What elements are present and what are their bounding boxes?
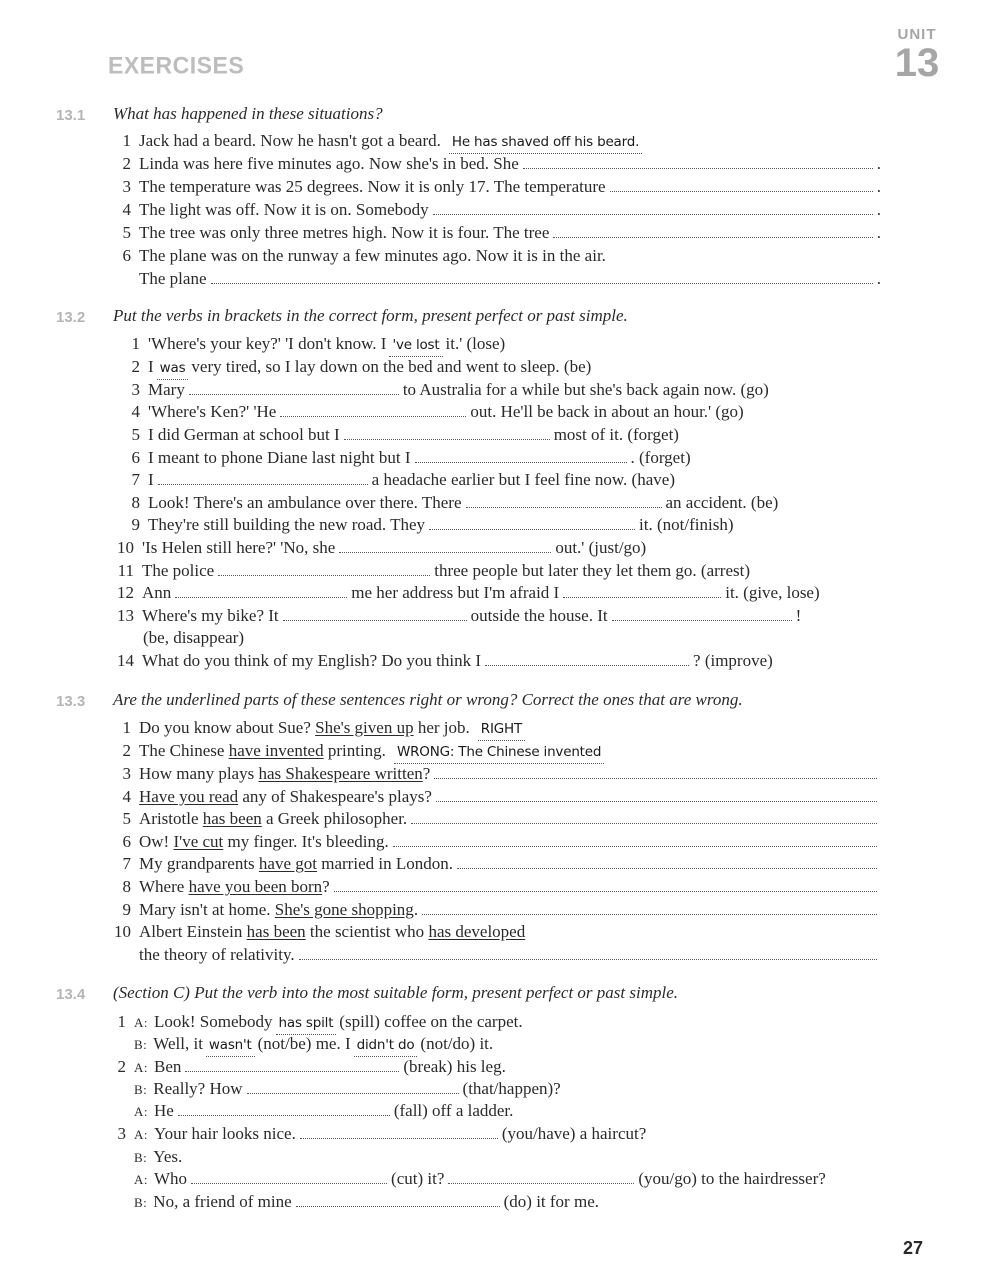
item-text: (be, disappear) [143,628,245,647]
item-text: ? (improve) [693,651,773,670]
exercise-item [115,876,881,898]
item-number: 4 [131,402,140,421]
answer-blank[interactable] [415,448,627,463]
item-text: 'Where's your key?' 'I don't know. I [148,334,387,353]
item-text: married in London. [321,854,453,873]
exercise-item [115,130,645,154]
item-text: I meant to phone Diane last night but I [148,448,411,467]
item-text: I did German at school but I [148,425,340,444]
answer-blank[interactable] [523,154,873,169]
item-text: it.' (lose) [445,334,506,353]
item-text: outside the house. It [470,606,608,625]
speaker-label: B: [134,1150,148,1165]
exercise-item [115,740,607,764]
answer-blank[interactable] [411,809,877,824]
exercise-number: 13.3 [56,693,86,710]
item-text: ? [322,877,330,896]
answer-text: WRONG: The Chinese invented [394,741,604,764]
answer-blank[interactable] [300,1124,498,1139]
speaker-label: A: [134,1172,148,1187]
exercise-item [115,853,881,875]
item-text: 'Where's Ken?' 'He [148,402,277,421]
exercise-instruction: Put the verbs in brackets in the correct form, present perfect or past simple. [113,306,628,325]
exercise-number: 13.2 [56,309,86,326]
dialogue-line [110,1056,506,1079]
answer-blank[interactable] [393,832,877,847]
item-text: Ow! [139,832,170,851]
item-text: Aristotle [139,809,199,828]
item-number: 4 [122,200,131,219]
answer-blank[interactable] [334,877,877,892]
item-number: 5 [122,809,131,828]
dialogue-line [134,1146,182,1169]
answer-blank[interactable] [433,200,873,215]
line-text: Look! Somebody [154,1012,273,1031]
speaker-label: A: [134,1104,148,1119]
item-number: 10 [117,538,134,557]
item-number: 5 [131,425,140,444]
exercise-item [115,222,881,244]
answer-text: He has shaved off his beard. [449,131,642,154]
answer-blank[interactable] [283,606,467,621]
exercise-item-continued [139,944,881,966]
item-end: . [876,223,881,242]
item-end: . [876,177,881,196]
line-text: (you/go) to the hairdresser? [638,1169,826,1188]
speaker-label: B: [134,1195,148,1210]
exercise-instruction: Are the underlined parts of these sentences right or wrong? Correct the ones that are wrong. [113,690,743,709]
exercise-item [115,831,881,853]
answer-text: RIGHT [478,718,525,741]
exercise-number: 13.4 [56,986,86,1003]
dialogue-line [110,1011,523,1035]
speaker-label: A: [134,1060,148,1075]
item-text: Mary [148,380,185,399]
item-text: The plane was on the runway a few minutes ago. Now it is in the air. [139,246,606,265]
underlined-phrase: She's gone shopping [274,900,414,919]
item-text: The police [142,561,215,580]
underlined-phrase: have invented [228,741,324,760]
line-text: He [154,1101,174,1120]
page-title: EXERCISES [108,51,245,79]
exercise-item-continued [143,627,244,649]
line-text: Ben [154,1057,182,1076]
exercise-item [118,447,691,469]
item-text: The tree was only three metres high. Now it is four. The tree [139,223,550,242]
item-text: my finger. It's bleeding. [227,832,389,851]
underlined-phrase: have got [258,854,317,873]
item-number: 6 [122,832,131,851]
item-text: me her address but I'm afraid I [351,583,560,602]
item-text: it. (give, lose) [725,583,820,602]
exercise-item [115,808,881,830]
item-number: 3 [122,764,131,783]
item-text: Ann [142,583,172,602]
exercise-item [109,921,525,943]
item-text: a headache earlier but I feel fine now. (have) [371,470,675,489]
answer-blank[interactable] [191,1169,387,1184]
answer-text: has spilt [276,1012,337,1035]
exercise-item [118,469,675,491]
answer-blank[interactable] [296,1192,500,1207]
exercise-item [118,333,505,357]
item-text: I [148,357,154,376]
item-number: 6 [131,448,140,467]
item-text: 'Is Helen still here?' 'No, she [142,538,336,557]
item-text: Do you know about Sue? [139,718,311,737]
page-number: 27 [903,1238,924,1258]
answer-blank[interactable] [553,223,872,238]
exercise-item [115,153,881,175]
item-end: . [876,154,881,173]
exercise-item [118,424,679,446]
item-text: Where's my bike? It [142,606,279,625]
exercise-item [115,786,881,808]
item-text: ? [422,764,431,783]
exercise-number: 13.1 [56,107,86,124]
speaker-label: A: [134,1015,148,1030]
exercise-item [112,605,801,627]
item-number: 3 [117,1124,126,1143]
item-text: . [413,900,419,919]
speaker-label: B: [134,1037,148,1052]
dialogue-line [134,1100,513,1123]
item-text: Mary isn't at home. [139,900,271,919]
item-number: 1 [122,131,131,150]
item-number: 13 [117,606,134,625]
item-text: the scientist who [309,922,425,941]
underlined-phrase: She's given up [315,718,414,737]
answer-text: 've lost [389,334,442,357]
item-text: a Greek philosopher. [266,809,408,828]
speaker-label: B: [134,1082,148,1097]
item-text: Where [139,877,185,896]
line-text: (cut) it? [391,1169,445,1188]
dialogue-line [134,1078,561,1101]
item-text: The Chinese [139,741,225,760]
line-text: (do) it for me. [503,1192,599,1211]
item-text: The plane [139,269,207,288]
exercise-item [118,356,591,380]
answer-blank[interactable] [339,538,551,553]
speaker-label: A: [134,1127,148,1142]
item-text: printing. [327,741,386,760]
answer-blank[interactable] [344,425,550,440]
item-text: Look! There's an ambulance over there. There [148,493,462,512]
unit-label: UNIT [897,26,937,43]
answer-blank[interactable] [185,1057,399,1072]
underlined-phrase: has been [202,809,262,828]
line-text: (spill) coffee on the carpet. [339,1012,523,1031]
item-text: out. He'll be back in about an hour.' (go) [470,402,744,421]
exercise-item [112,537,646,559]
item-number: 6 [122,246,131,265]
dialogue-line [134,1191,599,1214]
item-text: her job. [417,718,470,737]
item-text: Jack had a beard. Now he hasn't got a beard. [139,131,441,150]
line-text: Really? How [153,1079,243,1098]
answer-blank[interactable] [218,561,430,576]
line-text: (that/happen)? [462,1079,561,1098]
item-number: 12 [117,583,134,602]
exercise-instruction: What has happened in these situations? [113,104,383,123]
item-number: 5 [122,223,131,242]
item-number: 8 [122,877,131,896]
underlined-phrase: I've cut [173,832,224,851]
item-number: 7 [122,854,131,873]
underlined-phrase: has Shakespeare written [258,764,423,783]
exercise-instruction: (Section C) Put the verb into the most suitable form, present perfect or past simple. [113,983,679,1002]
answer-blank[interactable] [211,269,873,284]
item-text: What do you think of my English? Do you think I [142,651,482,670]
item-number: 2 [122,741,131,760]
answer-blank[interactable] [429,515,635,530]
item-number: 2 [122,154,131,173]
underlined-phrase: has been [246,922,306,941]
item-text: . (forget) [630,448,691,467]
answer-blank[interactable] [299,945,877,960]
item-text: out.' (just/go) [555,538,647,557]
line-text: (not/do) it. [420,1034,494,1053]
underlined-phrase: Have you read [139,787,239,806]
exercise-item [115,245,606,267]
dialogue-line [134,1033,493,1057]
item-number: 14 [117,651,134,670]
exercise-item [118,492,778,514]
exercise-item [118,514,734,536]
exercise-item [112,560,750,582]
item-text: very tired, so I lay down on the bed and went to sleep. (be) [191,357,592,376]
exercise-item [115,717,528,741]
answer-text: was [157,357,189,380]
item-number: 2 [131,357,140,376]
dialogue-line [110,1123,646,1146]
exercise-item-continued [139,268,881,290]
item-text: three people but later they let them go. (arrest) [434,561,751,580]
item-text: an accident. (be) [665,493,779,512]
exercise-item [118,379,769,401]
answer-blank[interactable] [612,606,792,621]
line-text: No, a friend of mine [153,1192,292,1211]
answer-blank[interactable] [247,1079,459,1094]
answer-blank[interactable] [175,583,347,598]
answer-blank[interactable] [485,651,689,666]
line-text: Yes. [153,1147,183,1166]
exercise-item [115,763,881,785]
item-number: 8 [131,493,140,512]
exercise-item [115,199,881,221]
item-number: 7 [131,470,140,489]
item-number: 3 [122,177,131,196]
underlined-phrase: has developed [428,922,526,941]
item-text: The temperature was 25 degrees. Now it is only 17. The temperature [139,177,606,196]
item-number: 11 [117,561,134,580]
line-text: (fall) off a ladder. [393,1101,514,1120]
item-text: it. (not/finish) [639,515,734,534]
answer-blank[interactable] [280,402,466,417]
answer-blank[interactable] [610,177,873,192]
line-text: (not/be) me. I [257,1034,351,1053]
item-end: . [876,200,881,219]
item-text: most of it. (forget) [553,425,679,444]
item-text: I [148,470,154,489]
item-number: 1 [131,334,140,353]
item-number: 1 [122,718,131,737]
exercise-item [118,401,744,423]
item-number: 3 [131,380,140,399]
item-text: Albert Einstein [139,922,243,941]
answer-blank[interactable] [434,764,877,779]
item-end: . [876,269,881,288]
answer-blank[interactable] [563,583,721,598]
item-text: My grandparents [139,854,255,873]
exercise-item [112,650,773,672]
answer-blank[interactable] [436,787,877,802]
item-number: 9 [122,900,131,919]
item-number: 10 [114,922,131,941]
item-text: to Australia for a while but she's back again now. (go) [402,380,769,399]
item-text: ! [795,606,802,625]
item-text: How many plays [139,764,255,783]
answer-text: wasn't [206,1034,255,1057]
exercise-item [115,899,881,921]
answer-text: didn't do [354,1034,418,1057]
item-number: 9 [131,515,140,534]
answer-blank[interactable] [158,470,368,485]
item-number: 2 [117,1057,126,1076]
answer-blank[interactable] [422,900,877,915]
line-text: Your hair looks nice. [154,1124,296,1143]
item-number: 1 [117,1012,126,1031]
answer-blank[interactable] [178,1101,390,1116]
unit-number: 13 [894,41,940,85]
line-text: Well, it [153,1034,203,1053]
line-text: (you/have) a haircut? [501,1124,647,1143]
line-text: (break) his leg. [403,1057,506,1076]
exercise-item [112,582,820,604]
answer-blank[interactable] [457,854,877,869]
answer-blank[interactable] [448,1169,634,1184]
exercise-item [115,176,881,198]
line-text: Who [154,1169,188,1188]
item-text: They're still building the new road. They [148,515,426,534]
item-text: any of Shakespeare's plays? [242,787,432,806]
item-number: 4 [122,787,131,806]
underlined-phrase: have you been born [188,877,323,896]
item-text: The light was off. Now it is on. Somebody [139,200,429,219]
answer-blank[interactable] [189,380,399,395]
item-text: Linda was here five minutes ago. Now she's in bed. She [139,154,519,173]
unit-badge [892,26,942,85]
answer-blank[interactable] [466,493,662,508]
item-text: the theory of relativity. [139,945,295,964]
dialogue-line [134,1168,826,1191]
